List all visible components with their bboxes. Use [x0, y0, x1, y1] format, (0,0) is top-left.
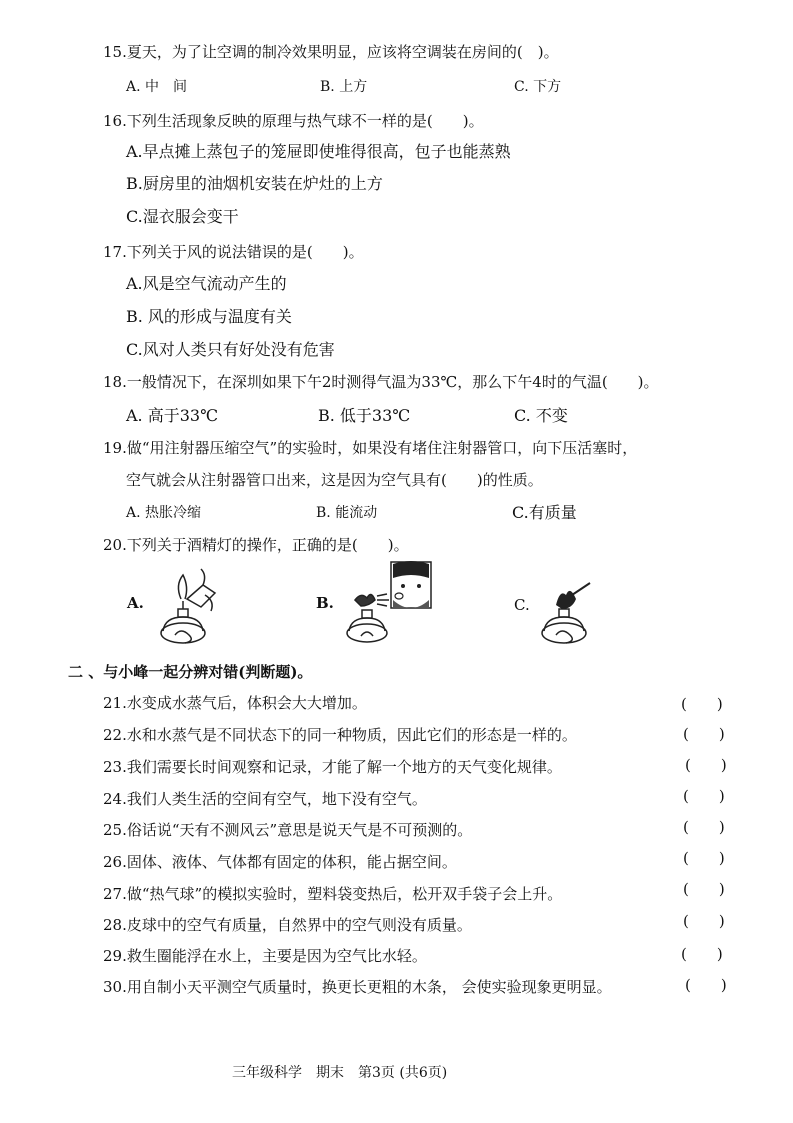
question-number: 25.	[103, 821, 127, 839]
question-number: 18.	[103, 373, 127, 391]
question-number: 29.	[103, 947, 127, 965]
answer-blank[interactable]: ( )	[683, 725, 725, 743]
section-title: 二 、与小峰一起分辨对错(判断题)。	[68, 663, 313, 681]
question-number: 28.	[103, 916, 127, 934]
answer-blank[interactable]: ( )	[685, 976, 727, 994]
answer-blank[interactable]: ( )	[681, 945, 723, 963]
option-c: C.有质量	[512, 503, 577, 522]
question-text: 固体、液体、气体都有固定的体积，能占据空间。	[126, 853, 457, 871]
option-a: A. 热胀冷缩	[126, 505, 202, 521]
option-c: C. 下方	[514, 79, 562, 95]
judgment-25	[103, 820, 472, 840]
question-text: 下列关于酒精灯的操作，正确的是( )。	[126, 536, 409, 554]
option-b: B. 上方	[320, 79, 368, 95]
question-text: 我们人类生活的空间有空气，地下没有空气。	[126, 790, 427, 808]
question-number: 23.	[103, 758, 127, 776]
option-a: A.	[127, 594, 144, 612]
question-number: 30.	[103, 978, 127, 996]
judgment-28	[103, 915, 472, 935]
answer-blank[interactable]: ( )	[683, 880, 725, 898]
judgment-22	[103, 725, 577, 745]
question-number: 17.	[103, 243, 127, 261]
question-text: 下列生活现象反映的原理与热气球不一样的是( )。	[126, 112, 484, 130]
question-number: 26.	[103, 853, 127, 871]
option-b: B. 风的形成与温度有关	[126, 307, 292, 326]
question-text: 救生圈能浮在水上，主要是因为空气比水轻。	[126, 947, 427, 965]
judgment-30	[103, 977, 612, 997]
question-15	[103, 42, 559, 62]
option-b: B. 低于33℃	[318, 406, 411, 425]
judgment-27	[103, 884, 562, 904]
answer-blank[interactable]: ( )	[683, 787, 725, 805]
question-number: 20.	[103, 536, 127, 554]
page-footer: 三年级科学 期末 第3页 (共6页)	[232, 1065, 448, 1081]
answer-blank[interactable]: ( )	[685, 756, 727, 774]
option-b: B.	[316, 594, 334, 612]
answer-blank[interactable]: ( )	[681, 695, 723, 713]
question-text: 一般情况下，在深圳如果下午2时测得气温为33℃，那么下午4时的气温( )。	[126, 373, 659, 391]
question-20	[103, 535, 409, 555]
judgment-21	[103, 693, 367, 713]
answer-blank[interactable]: ( )	[683, 818, 725, 836]
question-text: 夏天，为了让空调的制冷效果明显，应该将空调装在房间的( )。	[126, 43, 559, 61]
option-c: C.湿衣服会变干	[126, 207, 239, 226]
option-c: C.	[514, 596, 530, 614]
option-b: B. 能流动	[316, 505, 378, 521]
judgment-29	[103, 946, 427, 966]
question-number: 22.	[103, 726, 127, 744]
option-a: A. 中 间	[126, 79, 188, 95]
question-number: 27.	[103, 885, 127, 903]
question-text: 做“用注射器压缩空气”的实验时，如果没有堵住注射器管口，向下压活塞时，	[126, 439, 638, 457]
question-18	[103, 372, 659, 392]
option-a: A.风是空气流动产生的	[126, 274, 287, 293]
question-text: 用自制小天平测空气质量时，换更长更粗的木条， 会使实验现象更明显。	[126, 978, 612, 996]
question-number: 15.	[103, 43, 127, 61]
question-number: 21.	[103, 694, 127, 712]
lighting-lamp-with-match-image	[532, 565, 602, 650]
question-16	[103, 111, 484, 131]
option-c: C.风对人类只有好处没有危害	[126, 340, 335, 359]
option-c: C. 不变	[514, 406, 568, 425]
answer-blank[interactable]: ( )	[683, 849, 725, 867]
question-19	[103, 438, 637, 458]
blowing-out-lamp-image	[335, 560, 445, 650]
option-a: A.早点摊上蒸包子的笼屉即使堆得很高，包子也能蒸熟	[126, 142, 511, 161]
option-b: B.厨房里的油烟机安装在炉灶的上方	[126, 174, 383, 193]
option-a: A. 高于33℃	[126, 406, 218, 425]
question-text: 做“热气球”的模拟实验时，塑料袋变热后，松开双手袋子会上升。	[126, 885, 563, 903]
question-number: 19.	[103, 439, 127, 457]
question-text: 下列关于风的说法错误的是( )。	[126, 243, 364, 261]
question-text: 我们需要长时间观察和记录，才能了解一个地方的天气变化规律。	[126, 758, 562, 776]
judgment-23	[103, 757, 562, 777]
alcohol-lamp-lit-with-another-lamp-image	[145, 565, 225, 650]
judgment-24	[103, 789, 427, 809]
question-number: 24.	[103, 790, 127, 808]
question-text: 水变成水蒸气后，体积会大大增加。	[126, 694, 367, 712]
question-text: 皮球中的空气有质量，自然界中的空气则没有质量。	[126, 916, 472, 934]
question-text: 俗话说“天有不测风云”意思是说天气是不可预测的。	[126, 821, 473, 839]
judgment-26	[103, 852, 457, 872]
question-number: 16.	[103, 112, 127, 130]
question-text: 水和水蒸气是不同状态下的同一种物质，因此它们的形态是一样的。	[126, 726, 577, 744]
answer-blank[interactable]: ( )	[683, 912, 725, 930]
question-17	[103, 242, 364, 262]
question-19-continued: 空气就会从注射器管口出来，这是因为空气具有( )的性质。	[126, 471, 543, 489]
